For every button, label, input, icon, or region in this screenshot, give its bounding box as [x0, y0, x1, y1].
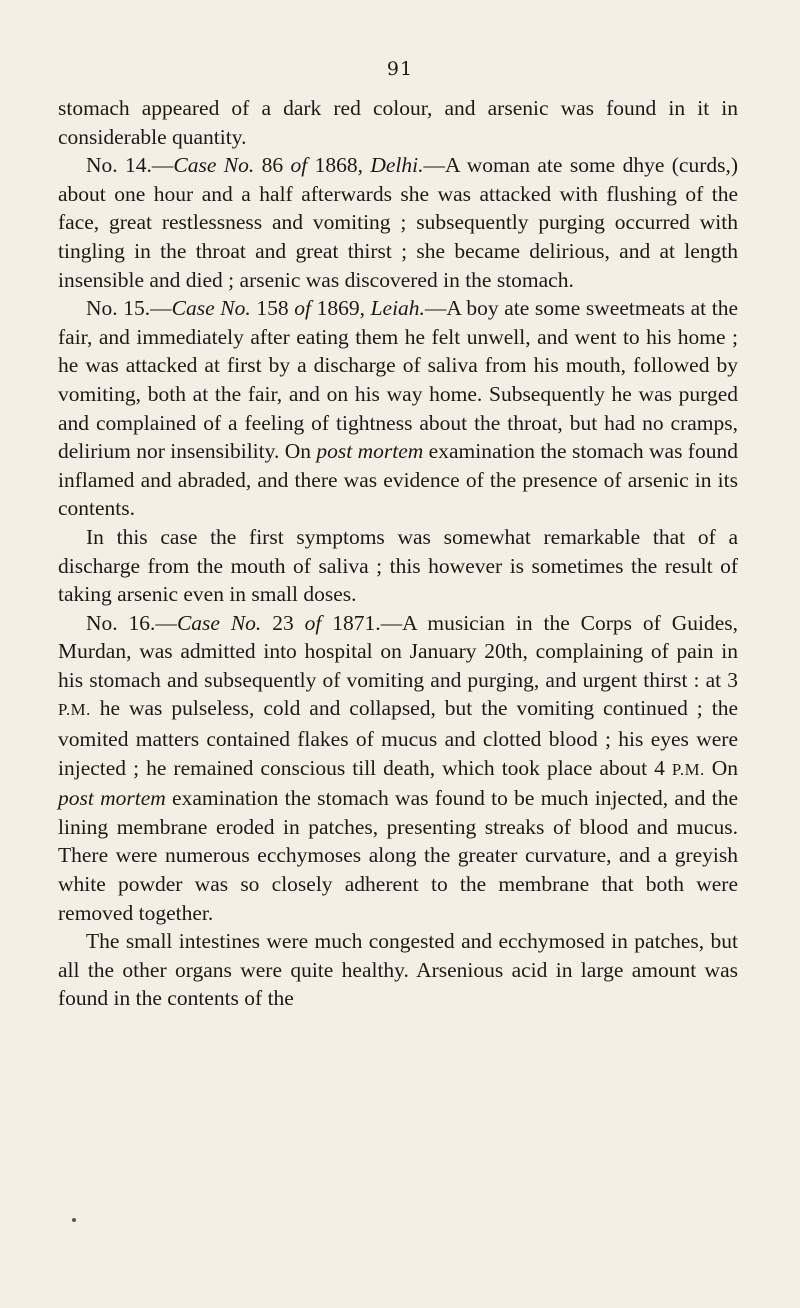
- text-run: No. 15.—: [86, 296, 172, 321]
- italic-run: post mortem: [58, 786, 166, 811]
- text-run: stomach appeared of a dark red colour, and arsenic was found in it in considerable quantity.: [58, 96, 738, 149]
- small-caps-run: P.M.: [671, 759, 705, 779]
- italic-run: of: [290, 153, 308, 178]
- italic-run: of: [294, 296, 311, 321]
- text-run: examination the stomach was found to be much injected, and the lining membrane eroded in patches, presenting streaks of blood and mucus. There were numerous ecchymoses along the greater curvature, and a greyish white powder was so closely adherent to the membrane that both were removed together.: [58, 786, 738, 925]
- text-run: he was pulseless, cold and collapsed, but the vomiting continued ; the vomited matters contained flakes of mucus and clotted blood ; his eyes were injected ; he remained conscious till death, which took place about 4: [58, 696, 738, 780]
- text-run: 158: [250, 296, 295, 321]
- text-run: —A woman ate some dhye (curds,) about one hour and a half afterwards she was attacked with flushing of the face, great restlessness and vomiting ; subsequently purging occurred with tingling in the throat and great thirst ; she became delirious, and at length insensible and died ; arsenic was discovered in the stomach.: [58, 153, 739, 292]
- italic-run: Case No.: [173, 153, 255, 178]
- italic-run: post mortem: [316, 439, 424, 464]
- small-caps-run: P.M.: [58, 700, 91, 720]
- paragraph-case-16: [58, 609, 738, 928]
- text-run: The small intestines were much congested and ecchymosed in patches, but all the other organs were quite healthy. Arsenious acid in large amount was found in the contents of the: [58, 929, 738, 1011]
- italic-run: Leiah.: [370, 296, 425, 321]
- text-run: No. 14.—: [86, 153, 174, 178]
- italic-run: Case No.: [171, 296, 251, 321]
- text-run: —A boy ate some sweetmeats at the fair, and immediately after eating them he felt unwell, and went to his home ; he was attacked at first by a discharge of saliva from his mouth, followed by vomiting, both at the fair, and on his way home. Subsequently he was purged and complained of a feeling of tightness about the throat, but had no cramps, delirium nor insensibility. On: [58, 296, 739, 464]
- paragraph-case-14: [58, 151, 738, 294]
- text-run: 1869,: [310, 296, 371, 321]
- text-run: 1871.—A musician in the Corps of Guides, Murdan, was admitted into hospital on January 20th, complaining of pain in his stomach and subsequently of vomiting and purging, and urgent thirst : at 3: [58, 610, 739, 692]
- text-run: 1868,: [307, 153, 371, 178]
- text-run: examination the stomach was found inflamed and abraded, and there was evidence of the presence of arsenic in its contents.: [58, 439, 738, 521]
- text-run: 23: [261, 610, 305, 635]
- paragraph-findings: [58, 927, 738, 1013]
- paragraph-continuation: [58, 94, 738, 151]
- italic-run: Case No.: [176, 610, 262, 635]
- italic-run: Delhi.: [370, 153, 424, 178]
- body-text: [58, 94, 738, 1013]
- text-run: In this case the first symptoms was somewhat remarkable that of a discharge from the mouth of saliva ; this however is sometimes the result of taking arsenic even in small doses.: [58, 524, 738, 607]
- page-number: 91: [386, 58, 414, 80]
- speck-mark: [72, 1218, 76, 1222]
- italic-run: of: [304, 610, 322, 635]
- paragraph-case-15: [58, 294, 738, 523]
- text-run: 86: [254, 153, 291, 178]
- text-run: On: [704, 755, 738, 780]
- paragraph-remark: [58, 523, 738, 609]
- text-run: No. 16.—: [86, 610, 177, 635]
